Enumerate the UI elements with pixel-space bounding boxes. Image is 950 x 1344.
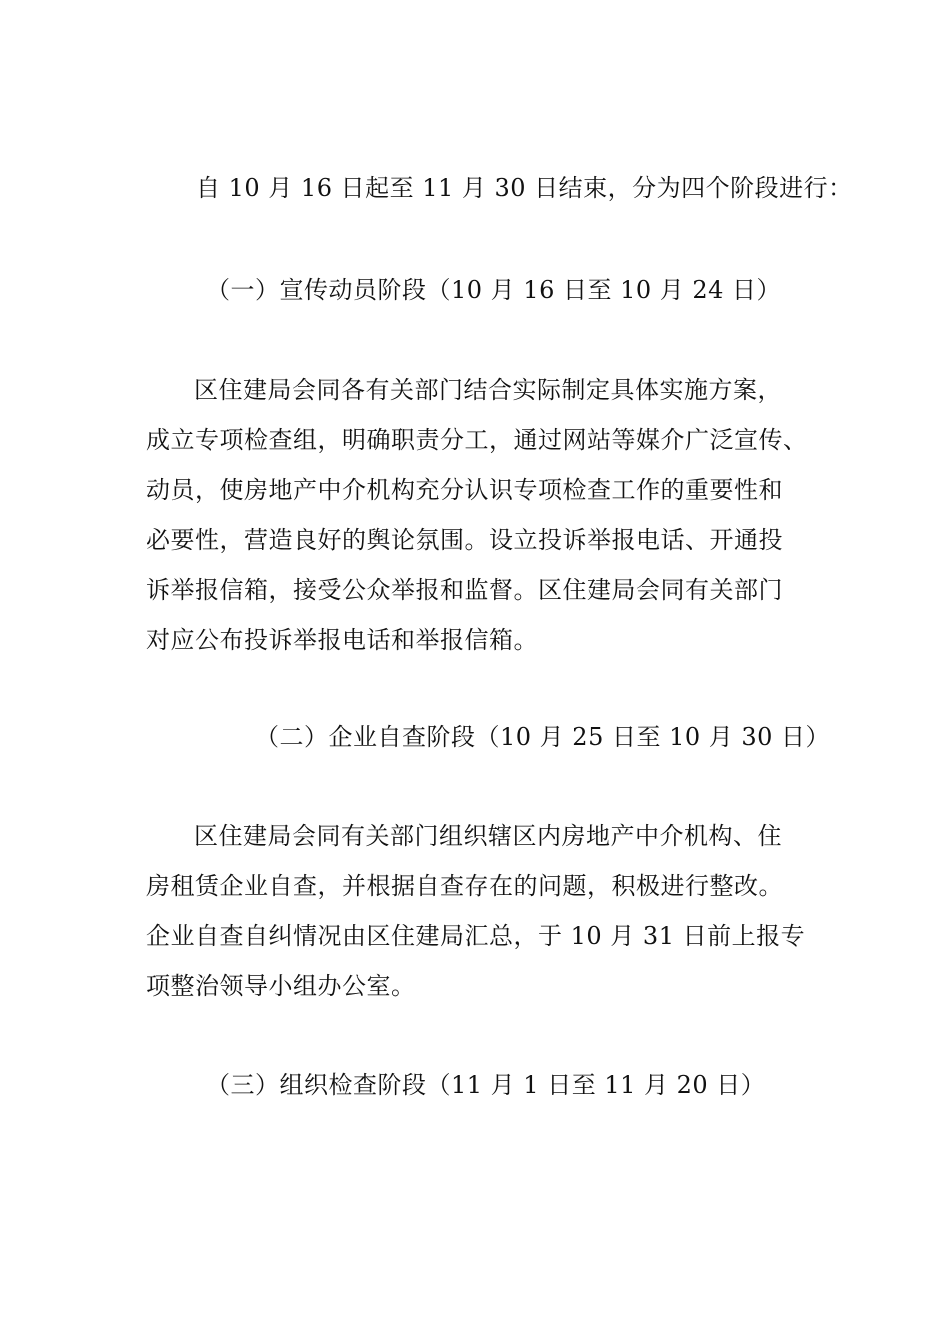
paragraph-line: 区住建局会同各有关部门结合实际制定具体实施方案，	[194, 376, 782, 404]
paragraph-line: 诉举报信箱，接受公众举报和监督。区住建局会同有关部门	[146, 576, 783, 604]
stage3-heading: （三）组织检查阶段（11 月 1 日至 11 月 20 日）	[206, 1071, 766, 1099]
paragraph-line: 对应公布投诉举报电话和举报信箱。	[146, 626, 538, 654]
paragraph-line: 企业自查自纠情况由区住建局汇总，于 10 月 31 日前上报专	[146, 922, 806, 950]
stage2-heading: （二）企业自查阶段（10 月 25 日至 10 月 30 日）	[255, 723, 831, 751]
paragraph-line: 房租赁企业自查，并根据自查存在的问题，积极进行整改。	[146, 872, 783, 900]
stage2-paragraph	[146, 811, 810, 1011]
stage1-paragraph	[146, 365, 810, 665]
paragraph-line: 成立专项检查组，明确职责分工，通过网站等媒介广泛宣传、	[146, 426, 808, 454]
paragraph-line: 项整治领导小组办公室。	[146, 972, 416, 1000]
stage1-heading: （一）宣传动员阶段（10 月 16 日至 10 月 24 日）	[206, 276, 782, 304]
intro-paragraph: 自 10 月 16 日起至 11 月 30 日结束，分为四个阶段进行：	[196, 174, 853, 202]
paragraph-line: 区住建局会同有关部门组织辖区内房地产中介机构、住	[194, 822, 782, 850]
paragraph-line: 动员，使房地产中介机构充分认识专项检查工作的重要性和	[146, 476, 783, 504]
paragraph-line: 必要性，营造良好的舆论氛围。设立投诉举报电话、开通投	[146, 526, 783, 554]
